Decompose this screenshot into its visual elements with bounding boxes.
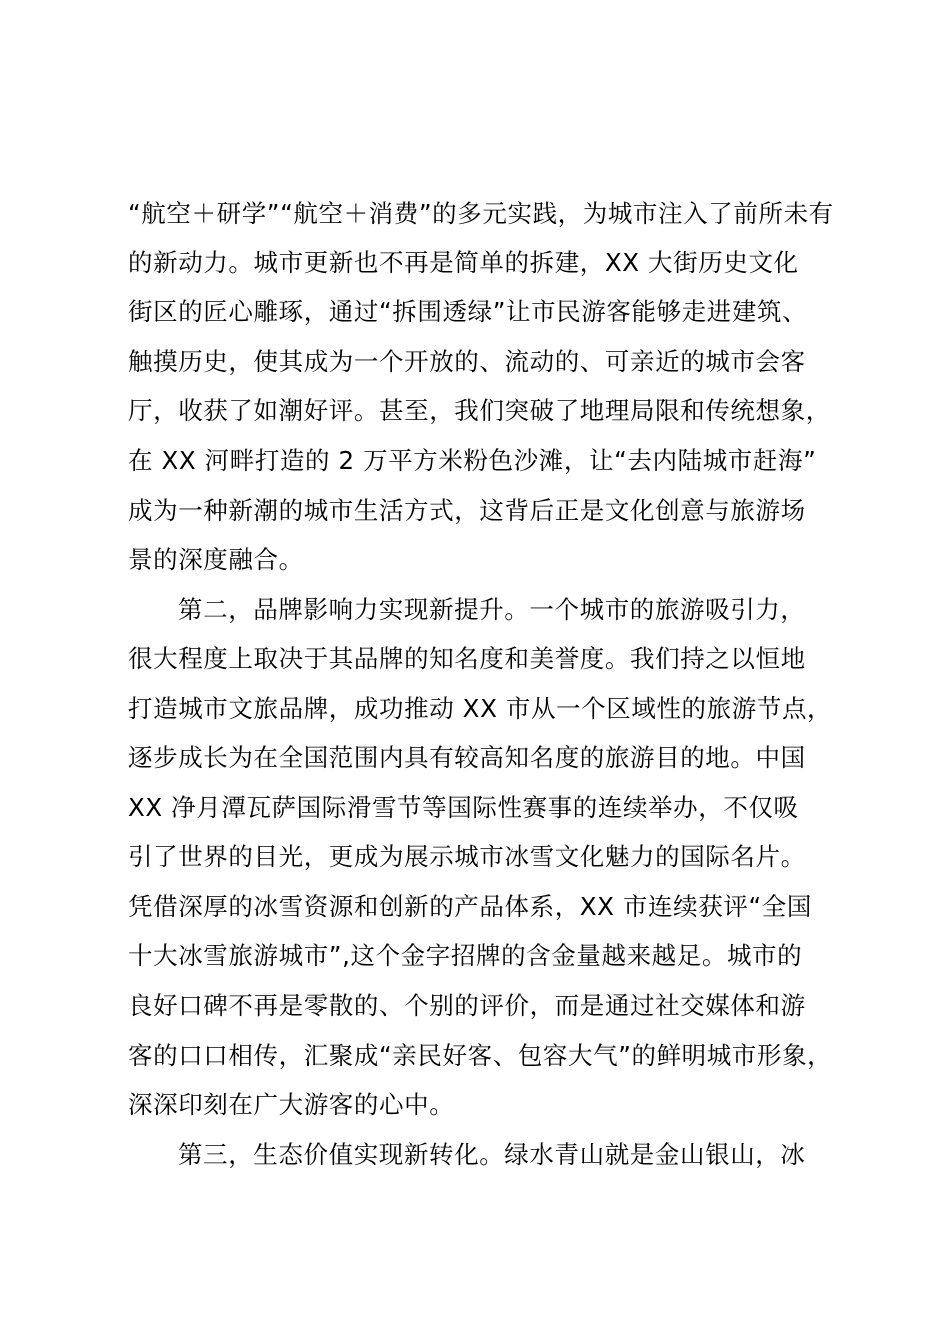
- text-line-8: 景的深度融合。: [128, 545, 304, 574]
- text-line-6: 在 XX 河畔打造的 2 万平方米粉色沙滩，让“去内陆城市赶海”: [128, 446, 817, 475]
- paragraph-heading-third: 第三，生态价值实现新转化。绿水青山就是金山银山，冰: [178, 1140, 806, 1169]
- text-line-12: 逐步成长为在全国范围内具有较高知名度的旅游目的地。中国: [128, 743, 806, 772]
- text-line-11: 打造城市文旅品牌，成功推动 XX 市从一个区域性的旅游节点，: [128, 694, 833, 723]
- paragraph-heading-second: 第二，品牌影响力实现新提升。一个城市的旅游吸引力，: [178, 595, 806, 624]
- text-line-1: “航空＋研学”“航空＋消费”的多元实践，为城市注入了前所未有: [128, 199, 834, 228]
- text-line-5: 厅，收获了如潮好评。甚至，我们突破了地理局限和传统想象，: [128, 396, 831, 425]
- text-line-10: 很大程度上取决于其品牌的知名度和美誉度。我们持之以恒地: [128, 644, 806, 673]
- text-line-17: 良好口碑不再是零散的、个别的评价，而是通过社交媒体和游: [128, 991, 806, 1020]
- text-line-15: 凭借深厚的冰雪资源和创新的产品体系，XX 市连续获评“全国: [128, 892, 812, 921]
- text-line-2: 的新动力。城市更新也不再是简单的拆建，XX 大街历史文化: [128, 248, 799, 277]
- text-line-18: 客的口口相传，汇聚成“亲民好客、包容大气”的鲜明城市形象，: [128, 1041, 833, 1070]
- text-line-7: 成为一种新潮的城市生活方式，这背后正是文化创意与旅游场: [128, 496, 806, 525]
- text-line-4: 触摸历史，使其成为一个开放的、流动的、可亲近的城市会客: [128, 347, 806, 376]
- text-line-3: 街区的匠心雕琢，通过“拆围透绿”让市民游客能够走进建筑、: [128, 297, 808, 326]
- text-line-16: 十大冰雪旅游城市”,这个金字招牌的含金量越来越足。城市的: [128, 941, 803, 970]
- text-line-13: XX 净月潭瓦萨国际滑雪节等国际性赛事的连续举办，不仅吸: [128, 793, 799, 822]
- text-line-19: 深深印刻在广大游客的心中。: [128, 1090, 455, 1119]
- text-line-14: 引了世界的目光，更成为展示城市冰雪文化魅力的国际名片。: [128, 842, 806, 871]
